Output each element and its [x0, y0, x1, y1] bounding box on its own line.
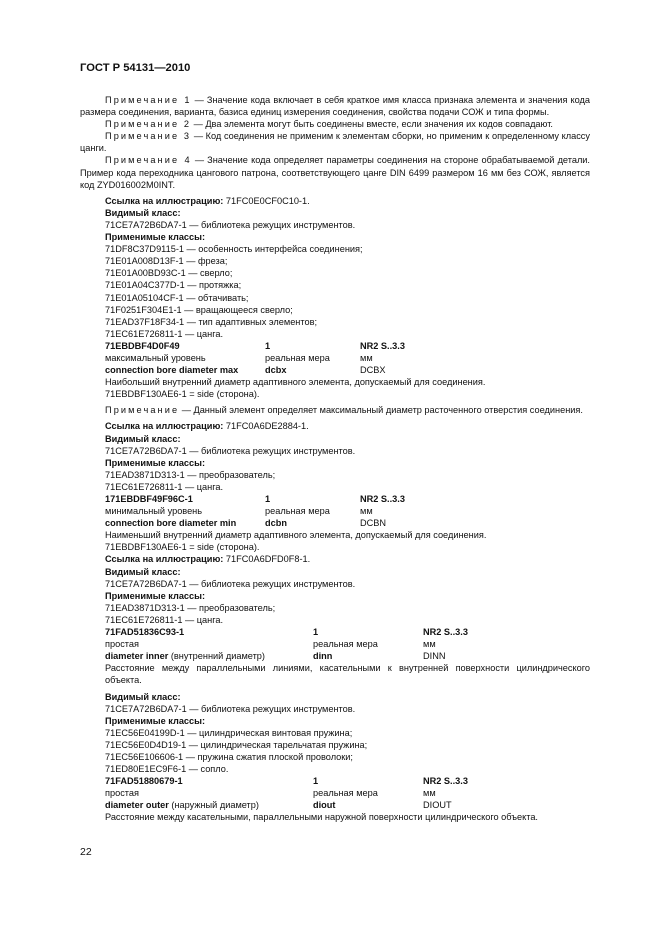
page-content: [80, 94, 590, 824]
applicable-class-item: 71EAD3871D313-1 — преобразователь;: [105, 469, 276, 480]
applicable-class-item: 71F0251F304E1-1 — вращающееся сверло;: [105, 304, 293, 315]
applicable-class-item: 71EC56E04199D-1 — цилиндрическая винтовая пружина;: [105, 727, 353, 738]
applicable-class-item: 71EC61E726811-1 — цанга.: [105, 328, 224, 339]
property-unit: мм: [423, 639, 436, 650]
ref-label: Ссылка на иллюстрацию:: [105, 195, 224, 206]
property-name: connection bore diameter min: [105, 518, 237, 529]
property-row-type: [80, 505, 590, 517]
applicable-class-item: 71EC61E726811-1 — цанга.: [105, 614, 224, 625]
property-condition: 71EBDBF130AE6-1 = side (сторона).: [105, 389, 260, 400]
page-number: 22: [80, 846, 92, 858]
note-text: — Значение кода определяет параметры соединения на стороне обрабатываемой детали. Пример кода переходника цангового патрона, соответствующего цанге DIN 6499 размером 16 мм без СОЖ, является код ZYD016002M0INT.: [80, 155, 590, 190]
visible-class-item: 71CE7A72B6DA7-1 — библиотека режущих инструментов.: [105, 703, 356, 714]
property-unit: мм: [360, 506, 373, 517]
property-unit: мм: [360, 352, 373, 363]
illustration-reference: [80, 195, 590, 207]
property-format: NR2 S..3.3: [423, 776, 468, 787]
property-condition: 71EBDBF130AE6-1 = side (сторона).: [105, 542, 260, 553]
note-label: Примечание 4: [105, 155, 192, 166]
property-row-name: [80, 517, 590, 529]
property-code: 71FAD51880679-1: [105, 776, 183, 787]
property-level: максимальный уровень: [105, 352, 206, 363]
property-name-en: diameter outer: [105, 800, 169, 811]
property-measure: реальная мера: [265, 506, 330, 517]
property-format: NR2 S..3.3: [360, 340, 405, 351]
applicable-classes-label: Применимые классы:: [105, 715, 206, 726]
property-symbol: dinn: [313, 651, 333, 662]
property-measure: реальная мера: [265, 352, 330, 363]
property-description: Наименьший внутренний диаметр адаптивного элемента, допускаемый для соединения.: [105, 530, 487, 541]
property-row-name: [80, 799, 590, 811]
note-text: — Два элемента могут быть соединены вместе, если значения их кодов совпадают.: [191, 119, 553, 130]
property-code: 71EBDBF4D0F49: [105, 340, 180, 351]
applicable-class-item: 71E01A008D13F-1 — фреза;: [105, 256, 228, 267]
ref-value: 71FC0E0CF0C10-1.: [223, 195, 310, 206]
property-row-code: [80, 775, 590, 787]
property-row-type: [80, 352, 590, 364]
visible-class-item: 71CE7A72B6DA7-1 — библиотека режущих инструментов.: [105, 578, 356, 589]
visible-class-label: Видимый класс:: [105, 691, 181, 702]
property-abbrev: DINN: [423, 651, 446, 662]
visible-class-label: Видимый класс:: [105, 207, 181, 218]
property-name-en: diameter inner: [105, 651, 169, 662]
page-header-title: ГОСТ Р 54131—2010: [80, 62, 191, 74]
note-label: Примечание 1: [105, 95, 192, 105]
entry-diameter-outer: [80, 691, 590, 824]
note-2: [80, 118, 590, 130]
property-format: NR2 S..3.3: [423, 627, 468, 638]
entry-connection-bore-min: [80, 420, 590, 553]
illustration-reference: [80, 553, 590, 565]
note-text: — Код соединения не применим к элементам сборки, но применим к определенному классу цанги.: [80, 131, 590, 154]
illustration-reference: [80, 420, 590, 432]
property-abbrev: DCBN: [360, 518, 387, 529]
property-count: 1: [265, 340, 271, 351]
property-format: NR2 S..3.3: [360, 494, 405, 504]
property-count: 1: [265, 494, 271, 504]
property-level: минимальный уровень: [105, 506, 203, 517]
applicable-class-item: 71E01A04C377D-1 — протяжка;: [105, 280, 242, 291]
property-row-name: [80, 650, 590, 662]
property-abbrev: DCBX: [360, 365, 386, 376]
note-4: [80, 154, 590, 190]
property-measure: реальная мера: [313, 639, 378, 650]
visible-class-item: 71CE7A72B6DA7-1 — библиотека режущих инструментов.: [105, 219, 356, 230]
applicable-class-item: 71E01A00BD93C-1 — сверло;: [105, 268, 233, 279]
applicable-class-item: 71DF8C37D9115-1 — особенность интерфейса соединения;: [105, 244, 363, 255]
property-row-code: [80, 340, 590, 352]
ref-value: 71FC0A6DFD0F8-1.: [223, 554, 311, 565]
ref-label: Ссылка на иллюстрацию:: [105, 554, 224, 565]
property-name: [105, 650, 313, 662]
visible-class-label: Видимый класс:: [105, 566, 181, 577]
applicable-class-item: 71EC56E0D4D19-1 — цилиндрическая тарельчатая пружина;: [105, 739, 368, 750]
entry-diameter-inner: [80, 553, 590, 686]
note-entry-1: [80, 404, 590, 416]
note-label: Примечание 3: [105, 131, 192, 142]
property-code: 171EBDBF49F96C-1: [105, 494, 193, 504]
property-description: Расстояние между касательными, параллельными наружной поверхности цилиндрического объекта.: [105, 812, 538, 823]
applicable-classes-label: Применимые классы:: [105, 232, 206, 243]
property-count: 1: [313, 627, 319, 638]
property-row-type: [80, 638, 590, 650]
ref-label: Ссылка на иллюстрацию:: [105, 421, 224, 432]
property-row-name: [80, 364, 590, 376]
property-measure: реальная мера: [313, 788, 378, 799]
property-symbol: dcbx: [265, 365, 287, 376]
property-name-ru: (внутренний диаметр): [168, 651, 265, 662]
note-text: — Значение кода включает в себя краткое имя класса признака элемента и значения кода размера соединения, варианта, базиса единиц измерения соединения, свойства подачи СОЖ и типа формы.: [80, 95, 590, 118]
note-3: [80, 130, 590, 154]
applicable-class-item: 71EAD37F18F34-1 — тип адаптивных элементов;: [105, 316, 318, 327]
property-row-code: [80, 493, 590, 505]
property-level: простая: [105, 639, 139, 650]
note-label: Примечание: [105, 405, 180, 416]
property-level: простая: [105, 788, 139, 799]
property-symbol: diout: [313, 800, 336, 811]
note-label: Примечание 2: [105, 119, 192, 130]
applicable-class-item: 71E01A05104CF-1 — обтачивать;: [105, 292, 249, 303]
property-unit: мм: [423, 788, 436, 799]
property-description: Наибольший внутренний диаметр адаптивного элемента, допускаемый для соединения.: [105, 377, 486, 388]
note-text: — Данный элемент определяет максимальный диаметр расточенного отверстия соединения.: [179, 405, 583, 416]
applicable-class-item: 71ED80E1EC9F6-1 — сопло.: [105, 764, 229, 775]
applicable-class-item: 71EAD3871D313-1 — преобразователь;: [105, 602, 276, 613]
property-row-type: [80, 787, 590, 799]
visible-class-label: Видимый класс:: [105, 433, 181, 444]
visible-class-item: 71CE7A72B6DA7-1 — библиотека режущих инструментов.: [105, 445, 356, 456]
property-count: 1: [313, 776, 319, 787]
applicable-class-item: 71EC61E726811-1 — цанга.: [105, 481, 224, 492]
property-symbol: dcbn: [265, 518, 287, 529]
applicable-classes-label: Применимые классы:: [105, 457, 206, 468]
property-abbrev: DIOUT: [423, 800, 452, 811]
applicable-class-item: 71EC56E106606-1 — пружина сжатия плоской проволоки;: [105, 751, 353, 762]
property-name-ru: (наружный диаметр): [168, 800, 259, 811]
property-description: Расстояние между параллельными линиями, касательными к внутренней поверхности цилиндрического объекта.: [105, 663, 590, 686]
entry-connection-bore-max: [80, 195, 590, 401]
property-row-code: [80, 626, 590, 638]
applicable-classes-label: Применимые классы:: [105, 590, 206, 601]
property-name: connection bore diameter max: [105, 365, 239, 376]
property-name: [105, 799, 313, 811]
property-code: 71FAD51836C93-1: [105, 627, 185, 638]
ref-value: 71FC0A6DE2884-1.: [223, 421, 309, 432]
note-1: [80, 94, 590, 118]
